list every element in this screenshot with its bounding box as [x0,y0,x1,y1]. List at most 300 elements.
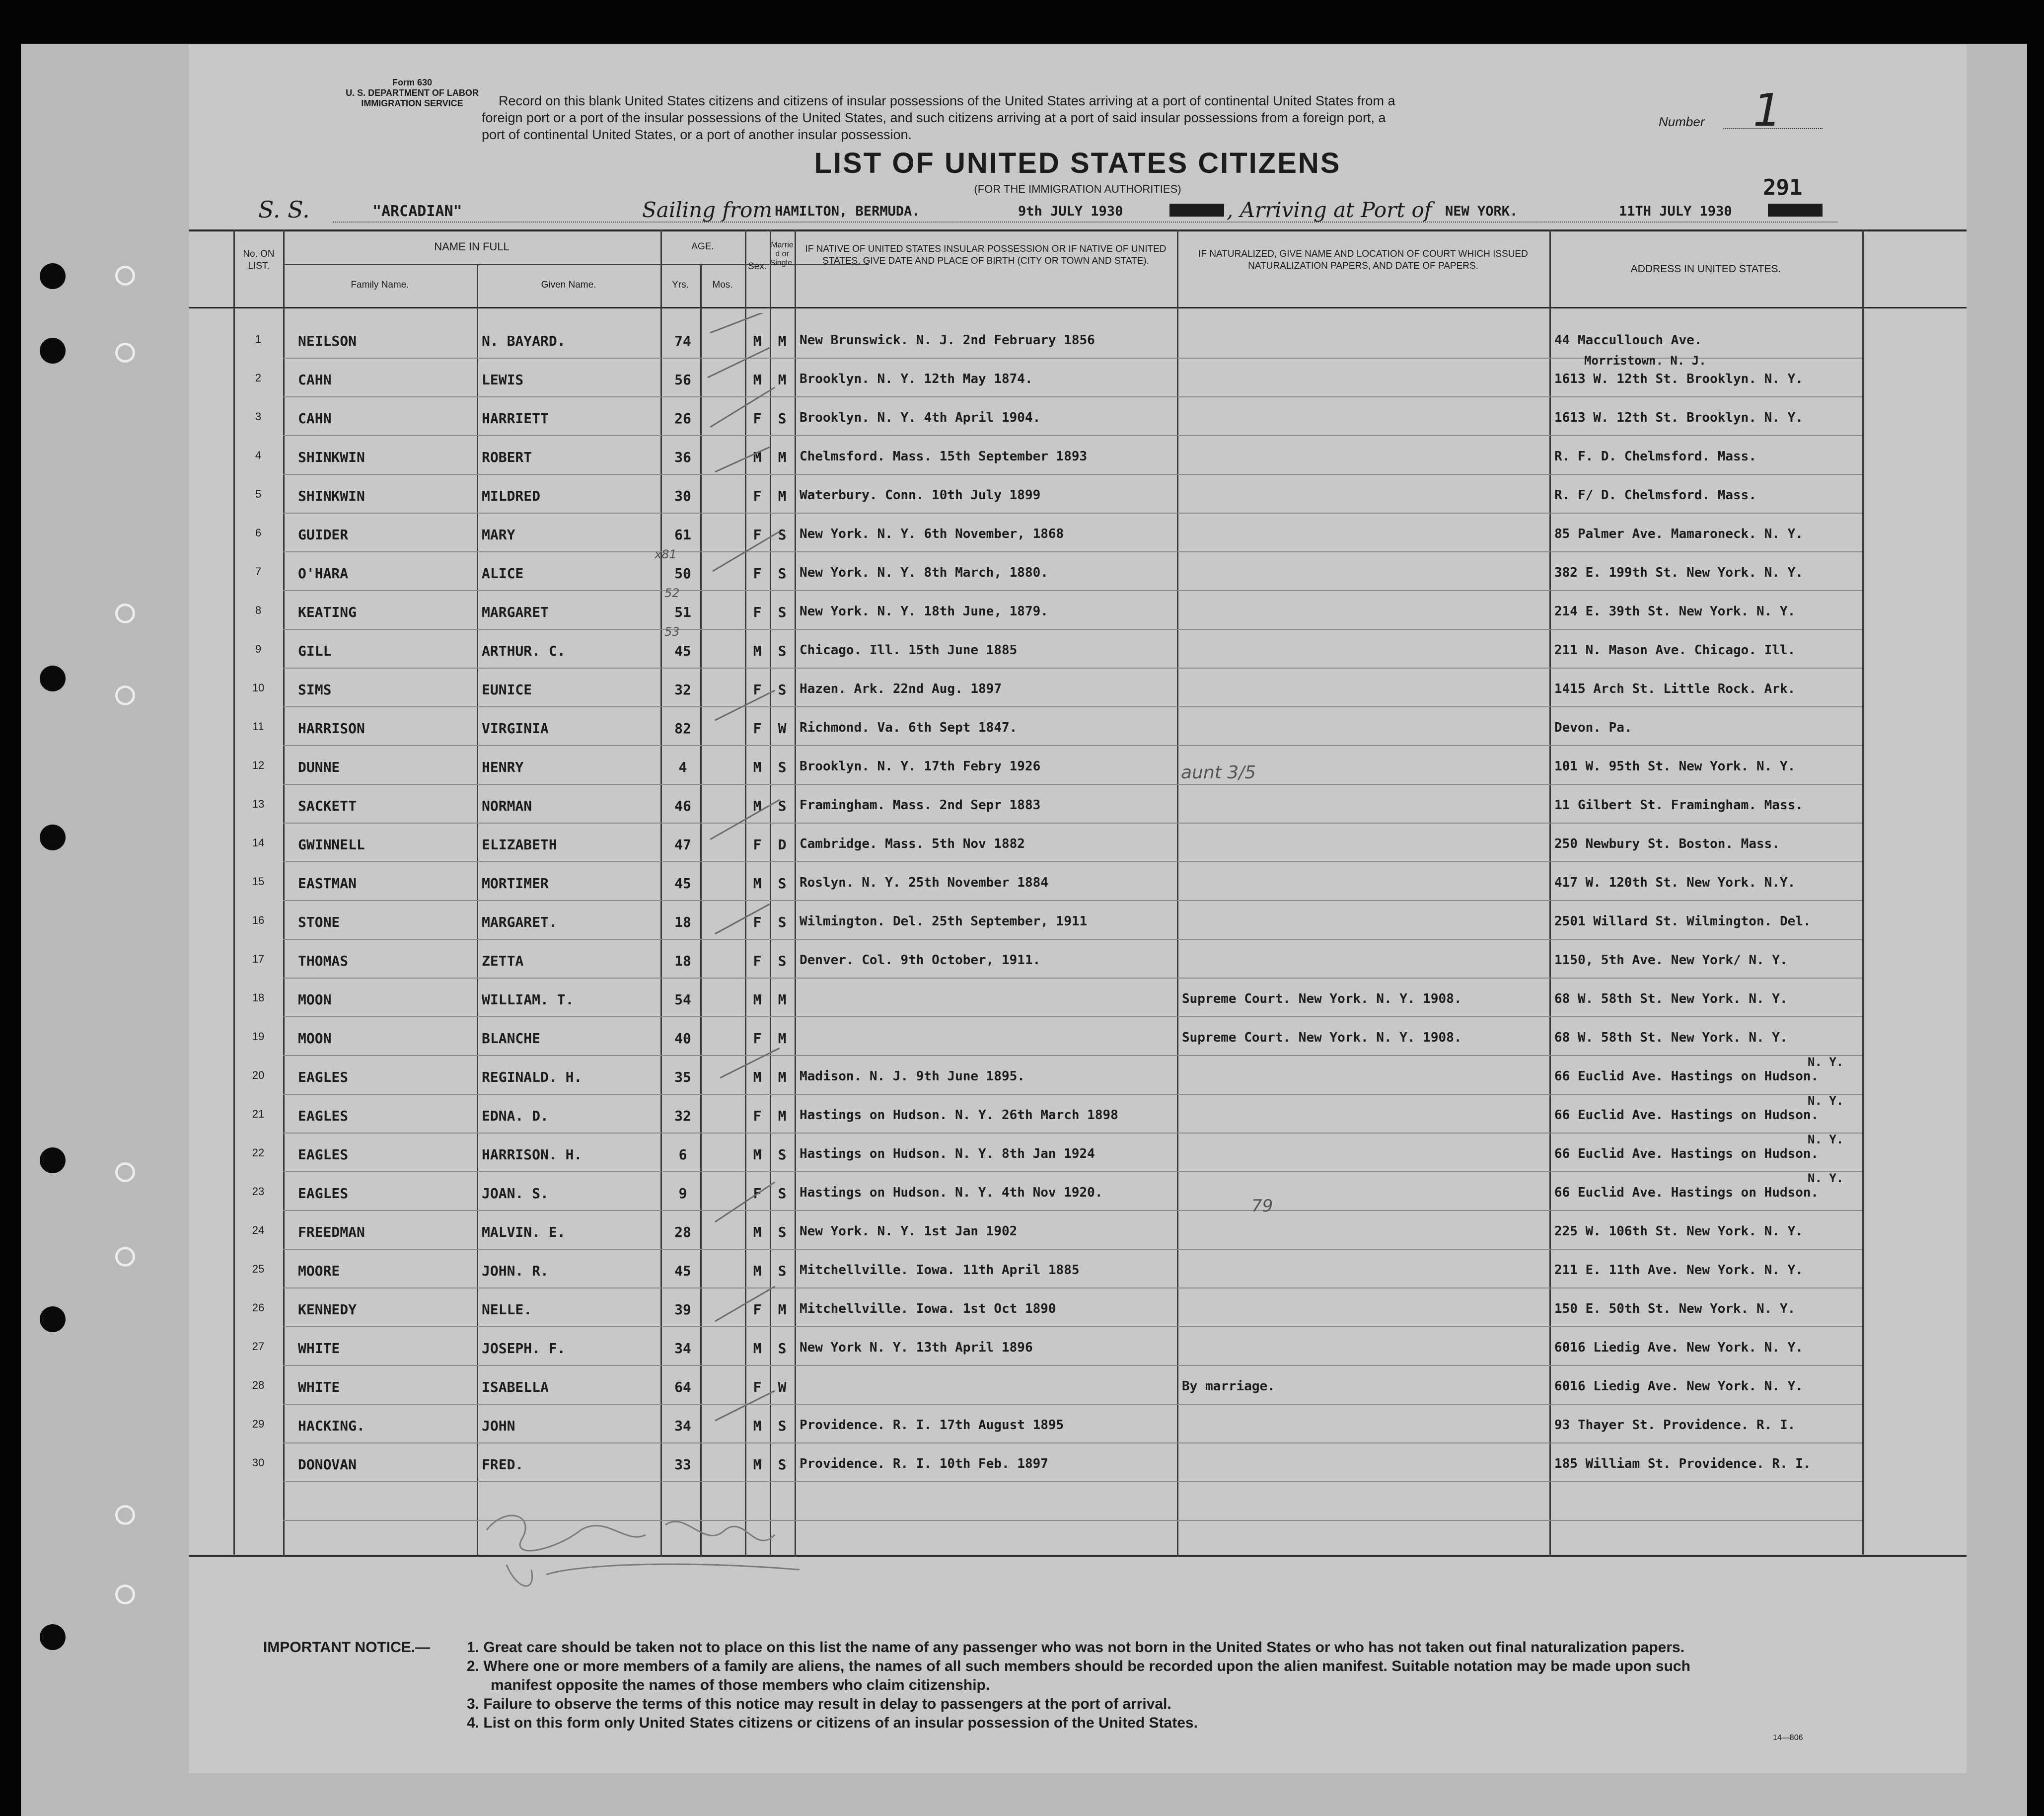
binder-hole [40,666,66,691]
given-name: JOAN. S. [482,1185,549,1202]
row-number: 20 [252,1069,265,1081]
sex: M [753,1456,762,1473]
col-line [1177,229,1178,1556]
marital-status: M [778,1301,787,1318]
birth-place-date: Cambridge. Mass. 5th Nov 1882 [800,836,1025,851]
given-name: EUNICE [482,681,532,698]
header-married: Married or Single. [770,241,795,267]
family-name: KENNEDY [298,1301,357,1318]
us-address: R. F/ D. Chelmsford. Mass. [1554,488,1756,503]
family-name: HARRISON [298,720,365,737]
birth-place-date: Mitchellville. Iowa. 11th April 1885 [800,1263,1080,1278]
notice-list [467,1638,1932,1733]
age-years: 51 [674,604,691,620]
age-years: 45 [674,643,691,659]
age-years: 32 [674,1108,691,1124]
header-no: No. ON LIST. [243,249,275,271]
age-years: 6 [678,1146,687,1163]
col-line [795,229,796,1556]
birth-place-date: Hazen. Ark. 22nd Aug. 1897 [800,681,1002,696]
footer-code: 14—806 [1773,1734,1803,1742]
sailing-label: Sailing from [642,198,773,222]
marital-status: S [778,875,787,892]
sex: M [753,372,762,388]
sex: F [753,953,762,969]
row-number: 7 [255,565,262,578]
age-years: 47 [674,836,691,853]
marital-status: M [778,372,787,388]
row-number: 28 [252,1379,265,1391]
birth-place-date: Framingham. Mass. 2nd Sepr 1883 [800,798,1041,813]
marital-status: M [778,1030,787,1047]
binder-ring [115,604,135,623]
given-name: ZETTA [482,953,524,969]
family-name: NEILSON [298,333,357,349]
us-address: 68 W. 58th St. New York. N. Y. [1554,991,1788,1006]
family-name: SHINKWIN [298,449,365,465]
marital-status: M [778,488,787,504]
header-age: AGE. [691,241,714,252]
us-address-line2: Morristown. N. J. [1584,354,1706,368]
family-name: EAGLES [298,1185,349,1202]
given-name: FRED. [482,1456,524,1473]
row-rule [283,784,1862,785]
age-years: 46 [674,798,691,814]
sail-date: 9th JULY 1930 [1018,204,1123,219]
crossed-out-age: x81 [655,547,677,561]
binder-ring [115,1162,135,1182]
us-address: Devon. Pa. [1554,720,1632,735]
row-number: 8 [255,604,262,616]
row-rule [283,1404,1862,1405]
row-number: 27 [252,1340,265,1353]
row-number: 16 [252,914,265,926]
binder-ring [115,685,135,705]
family-name: EAGLES [298,1146,349,1163]
us-address: 211 N. Mason Ave. Chicago. Ill. [1554,643,1796,658]
marital-status: S [778,1224,787,1240]
us-address: 1150, 5th Ave. New York/ N. Y. [1554,953,1788,968]
us-address-line2: N. Y. [1808,1055,1844,1069]
row-number: 3 [255,410,262,423]
sex: M [753,1263,762,1279]
row-rule [283,900,1862,901]
crossed-out-age: 53 [664,625,680,639]
age-years: 45 [674,875,691,892]
given-name: MARY [482,527,515,543]
given-name: NORMAN [482,798,532,814]
us-address: 382 E. 199th St. New York. N. Y. [1554,565,1803,580]
us-address: 6016 Liedig Ave. New York. N. Y. [1554,1379,1803,1394]
marital-status: M [778,333,787,349]
notice-item: 4. List on this form only United States citizens or citizens of an insular possession of the United States. [467,1715,1198,1731]
age-years: 54 [674,991,691,1008]
us-address: 85 Palmer Ave. Mamaroneck. N. Y. [1554,527,1803,541]
notice-item: manifest opposite the names of those members who claim citizenship. [491,1677,990,1693]
birth-place-date: Providence. R. I. 17th August 1895 [800,1418,1064,1433]
marital-status: D [778,836,787,853]
row-number: 11 [252,720,264,733]
us-address: 250 Newbury St. Boston. Mass. [1554,836,1780,851]
binder-hole [40,825,66,850]
naturalization: By marriage. [1182,1379,1275,1394]
sex: M [753,1224,762,1240]
us-address: 11 Gilbert St. Framingham. Mass. [1554,798,1803,813]
marital-status: S [778,1340,787,1357]
age-years: 30 [674,488,691,504]
sex: F [753,1108,762,1124]
given-name: REGINALD. H. [482,1069,583,1085]
row-number: 22 [252,1146,265,1159]
row-rule [283,551,1862,552]
us-address: 1415 Arch St. Little Rock. Ark. [1554,681,1796,696]
table-bottom-rule [189,1555,1967,1557]
family-name: GILL [298,643,332,659]
ship-name: "ARCADIAN" [372,203,462,220]
birth-place-date: Hastings on Hudson. N. Y. 4th Nov 1920. [800,1185,1103,1200]
us-address: 44 Maccullouch Ave. [1554,333,1702,348]
col-line [1549,229,1551,1556]
family-name: DUNNE [298,759,340,775]
given-name: MORTIMER [482,875,549,892]
us-address: 185 William St. Providence. R. I. [1554,1456,1811,1471]
birth-place-date: Mitchellville. Iowa. 1st Oct 1890 [800,1301,1056,1316]
family-name: SHINKWIN [298,488,365,504]
given-name: ELIZABETH [482,836,557,853]
row-rule [283,513,1862,514]
birth-place-date: New York. N. Y. 18th June, 1879. [800,604,1048,619]
header-given: Given Name. [541,280,596,290]
row-number: 15 [252,875,265,888]
row-rule [283,668,1862,669]
us-address-line2: N. Y. [1808,1171,1844,1185]
sex: F [753,1185,762,1202]
sex: M [753,333,762,349]
sex: F [753,836,762,853]
us-address: 225 W. 106th St. New York. N. Y. [1554,1224,1803,1239]
birth-place-date: Roslyn. N. Y. 25th November 1884 [800,875,1048,890]
given-name: ISABELLA [482,1379,549,1395]
us-address: 66 Euclid Ave. Hastings on Hudson. [1554,1069,1819,1084]
age-years: 26 [674,410,691,427]
service: IMMIGRATION SERVICE [361,98,463,108]
binder-ring [115,343,135,363]
sex: M [753,798,762,814]
marital-status: W [778,720,787,737]
col-line [700,264,702,1556]
marital-status: S [778,1418,787,1434]
family-name: MOON [298,1030,332,1047]
sex: F [753,410,762,427]
us-address: 6016 Liedig Ave. New York. N. Y. [1554,1340,1803,1355]
naturalization: Supreme Court. New York. N. Y. 1908. [1182,1030,1462,1045]
family-name: CAHN [298,410,332,427]
age-years: 40 [674,1030,691,1047]
given-name: HENRY [482,759,524,775]
manifest-page [189,45,1967,1773]
us-address: 2501 Willard St. Wilmington. Del. [1554,914,1811,929]
binder-hole [40,1624,66,1650]
col-line [283,229,285,1556]
age-years: 33 [674,1456,691,1473]
age-years: 18 [674,914,691,930]
family-name: KEATING [298,604,357,620]
given-name: MARGARET [482,604,549,620]
age-years: 36 [674,449,691,465]
sex: M [753,1146,762,1163]
sex: F [753,914,762,930]
us-address: 1613 W. 12th St. Brooklyn. N. Y. [1554,410,1803,425]
row-rule [283,474,1862,475]
family-name: MOON [298,991,332,1008]
marital-status: W [778,1379,787,1395]
birth-place-date: New York. N. Y. 8th March, 1880. [800,565,1048,580]
birth-place-date: Brooklyn. N. Y. 4th April 1904. [800,410,1041,425]
given-name: EDNA. D. [482,1108,549,1124]
signature-scribble [477,1495,834,1604]
given-name: HARRIETT [482,410,549,427]
sex: M [753,875,762,892]
us-address-line2: N. Y. [1808,1133,1844,1146]
header-family: Family Name. [351,280,409,290]
us-address: 214 E. 39th St. New York. N. Y. [1554,604,1796,619]
row-rule [283,939,1862,940]
age-years: 4 [678,759,687,775]
row-rule [283,1481,1862,1482]
age-years: 28 [674,1224,691,1240]
header-naturalization: IF NATURALIZED, GIVE NAME AND LOCATION OF COURT WHICH ISSUED NATURALIZATION PAPERS, AND DATE OF PAPERS. [1198,249,1528,271]
row-number: 1 [255,333,262,345]
page-number: 291 [1763,175,1803,200]
marital-status: S [778,604,787,620]
family-name: EAGLES [298,1069,349,1085]
row-number: 13 [252,798,265,810]
age-years: 56 [674,372,691,388]
sex: F [753,604,762,620]
birth-place-date: Providence. R. I. 10th Feb. 1897 [800,1456,1048,1471]
marital-status: M [778,1069,787,1085]
marital-status: S [778,681,787,698]
page-title: LIST OF UNITED STATES CITIZENS [814,147,1341,179]
sex: F [753,527,762,543]
ss-label: S. S. [258,196,310,223]
col-line [1862,229,1864,1556]
header-sex: Sex. [747,261,767,272]
binder-ring [115,1247,135,1267]
given-name: VIRGINIA [482,720,549,737]
row-number: 2 [255,372,262,384]
row-number: 26 [252,1301,265,1314]
us-address: 66 Euclid Ave. Hastings on Hudson. [1554,1146,1819,1161]
given-name: MARGARET. [482,914,557,930]
us-address: 101 W. 95th St. New York. N. Y. [1554,759,1796,774]
col-line [233,229,235,1556]
family-name: WHITE [298,1340,340,1357]
page-subtitle: (FOR THE IMMIGRATION AUTHORITIES) [974,183,1181,195]
marital-status: S [778,410,787,427]
notice-item: 1. Great care should be taken not to place on this list the name of any passenger who was not born in the United States or who has not taken out final naturalization papers. [467,1639,1685,1656]
naturalization: Supreme Court. New York. N. Y. 1908. [1182,991,1462,1006]
age-years: 39 [674,1301,691,1318]
row-rule [283,1094,1862,1095]
handwritten-note: aunt 3/5 [1181,762,1256,783]
birth-place-date: New York N. Y. 13th April 1896 [800,1340,1033,1355]
given-name: NELLE. [482,1301,532,1318]
row-number: 4 [255,449,262,461]
row-rule [283,396,1862,397]
row-number: 9 [255,643,262,655]
age-years: 9 [678,1185,687,1202]
family-name: GWINNELL [298,836,365,853]
birth-place-date: New Brunswick. N. J. 2nd February 1856 [800,333,1095,348]
age-years: 32 [674,681,691,698]
row-number: 19 [252,1030,265,1043]
sex: M [753,991,762,1008]
sex: F [753,1301,762,1318]
marital-status: S [778,914,787,930]
table-top-rule [189,229,1967,231]
family-name: DONOVAN [298,1456,357,1473]
us-address: 68 W. 58th St. New York. N. Y. [1554,1030,1788,1045]
notice-item: 2. Where one or more members of a family are aliens, the names of all such members should be recorded upon the alien manifest. Suitable notation may be made upon such [467,1658,1690,1674]
binder-ring [115,1585,135,1604]
age-years: 34 [674,1418,691,1434]
tally-checkmarks [705,313,785,1555]
family-name: EAGLES [298,1108,349,1124]
header-name: NAME IN FULL [434,240,510,253]
family-name: HACKING. [298,1418,365,1434]
row-rule [283,1171,1862,1172]
us-address: 417 W. 120th St. New York. N.Y. [1554,875,1796,890]
header-mos: Mos. [712,280,733,290]
binder-hole [40,1147,66,1173]
given-name: ARTHUR. C. [482,643,566,659]
birth-place-date: Richmond. Va. 6th Sept 1847. [800,720,1018,735]
voyage-underline [333,222,1837,223]
given-name: JOHN. R. [482,1263,549,1279]
row-rule [283,823,1862,824]
row-number: 23 [252,1185,265,1198]
family-name: THOMAS [298,953,349,969]
row-rule [283,1133,1862,1134]
given-name: ALICE [482,565,524,582]
row-rule [283,1055,1862,1056]
age-years: 50 [674,565,691,582]
sex: F [753,1030,762,1047]
birth-place-date: Hastings on Hudson. N. Y. 26th March 1898 [800,1108,1118,1123]
row-rule [283,1442,1862,1443]
us-address: R. F. D. Chelmsford. Mass. [1554,449,1756,464]
marital-status: S [778,643,787,659]
marital-status: S [778,759,787,775]
row-rule [283,629,1862,630]
given-name: ROBERT [482,449,532,465]
department: U. S. DEPARTMENT OF LABOR [346,88,479,98]
binder-hole [40,338,66,364]
family-name: GUIDER [298,527,349,543]
age-years: 74 [674,333,691,349]
marital-status: S [778,1456,787,1473]
given-name: HARRISON. H. [482,1146,583,1163]
birth-place-date: New York. N. Y. 6th November, 1868 [800,527,1064,541]
us-address: 1613 W. 12th St. Brooklyn. N. Y. [1554,372,1803,386]
row-number: 30 [252,1456,265,1469]
age-years: 64 [674,1379,691,1395]
row-rule [283,861,1862,862]
birth-place-date: Brooklyn. N. Y. 17th Febry 1926 [800,759,1041,774]
number-value: 1 [1753,84,1782,137]
row-rule [283,745,1862,746]
us-address: 211 E. 11th Ave. New York. N. Y. [1554,1263,1803,1278]
family-name: FREEDMAN [298,1224,365,1240]
family-name: O'HARA [298,565,349,582]
birth-place-date: Denver. Col. 9th October, 1911. [800,953,1041,968]
family-name: WHITE [298,1379,340,1395]
sex: F [753,681,762,698]
row-rule [283,978,1862,979]
row-rule [283,1210,1862,1211]
sex: M [753,759,762,775]
row-rule [283,706,1862,707]
row-number: 14 [252,836,265,849]
birth-place-date: Hastings on Hudson. N. Y. 8th Jan 1924 [800,1146,1095,1161]
row-rule [283,1287,1862,1288]
binder-hole [40,263,66,289]
crossed-out-age: 52 [664,586,680,600]
given-name: WILLIAM. T. [482,991,574,1008]
header-birth: IF NATIVE OF UNITED STATES INSULAR POSSESSION OR IF NATIVE OF UNITED STATES, GIVE DATE AND PLACE OF BIRTH (CITY OR TOWN AND STATE). [805,244,1167,266]
us-address: 93 Thayer St. Providence. R. I. [1554,1418,1796,1433]
family-name: STONE [298,914,340,930]
form-number: Form 630 [392,77,433,87]
binder-hole [40,1306,66,1332]
given-name: N. BAYARD. [482,333,566,349]
sex: F [753,488,762,504]
sex: F [753,565,762,582]
given-name: MALVIN. E. [482,1224,566,1240]
us-address-line2: N. Y. [1808,1094,1844,1108]
binder-ring [115,266,135,286]
marital-status: M [778,449,787,465]
row-number: 12 [252,759,265,771]
given-name: JOHN [482,1418,515,1434]
family-name: EASTMAN [298,875,357,892]
notice-item: 3. Failure to observe the terms of this notice may result in delay to passengers at the port of arrival. [467,1696,1171,1712]
binder-ring [115,1505,135,1525]
name-subrule [283,264,795,265]
col-line [660,229,662,1556]
row-number: 29 [252,1418,265,1430]
given-name: MILDRED [482,488,541,504]
row-number: 5 [255,488,262,500]
sex: M [753,1069,762,1085]
row-rule [283,1016,1862,1017]
birth-place-date: Waterbury. Conn. 10th July 1899 [800,488,1041,503]
age-years: 61 [674,527,691,543]
given-name: LEWIS [482,372,524,388]
birth-place-date: Chelmsford. Mass. 15th September 1893 [800,449,1088,464]
row-number: 17 [252,953,265,965]
marital-status: M [778,991,787,1008]
to-port: NEW YORK. [1445,204,1518,219]
handwritten-note: 79 [1251,1196,1273,1216]
row-rule [283,435,1862,436]
header-rule [189,307,1967,308]
intro-line: Record on this blank United States citizens and citizens of insular possessions of the United States arriving at a port of continental United States from a [499,93,1395,108]
age-years: 34 [674,1340,691,1357]
row-rule [283,1365,1862,1366]
sex: M [753,449,762,465]
